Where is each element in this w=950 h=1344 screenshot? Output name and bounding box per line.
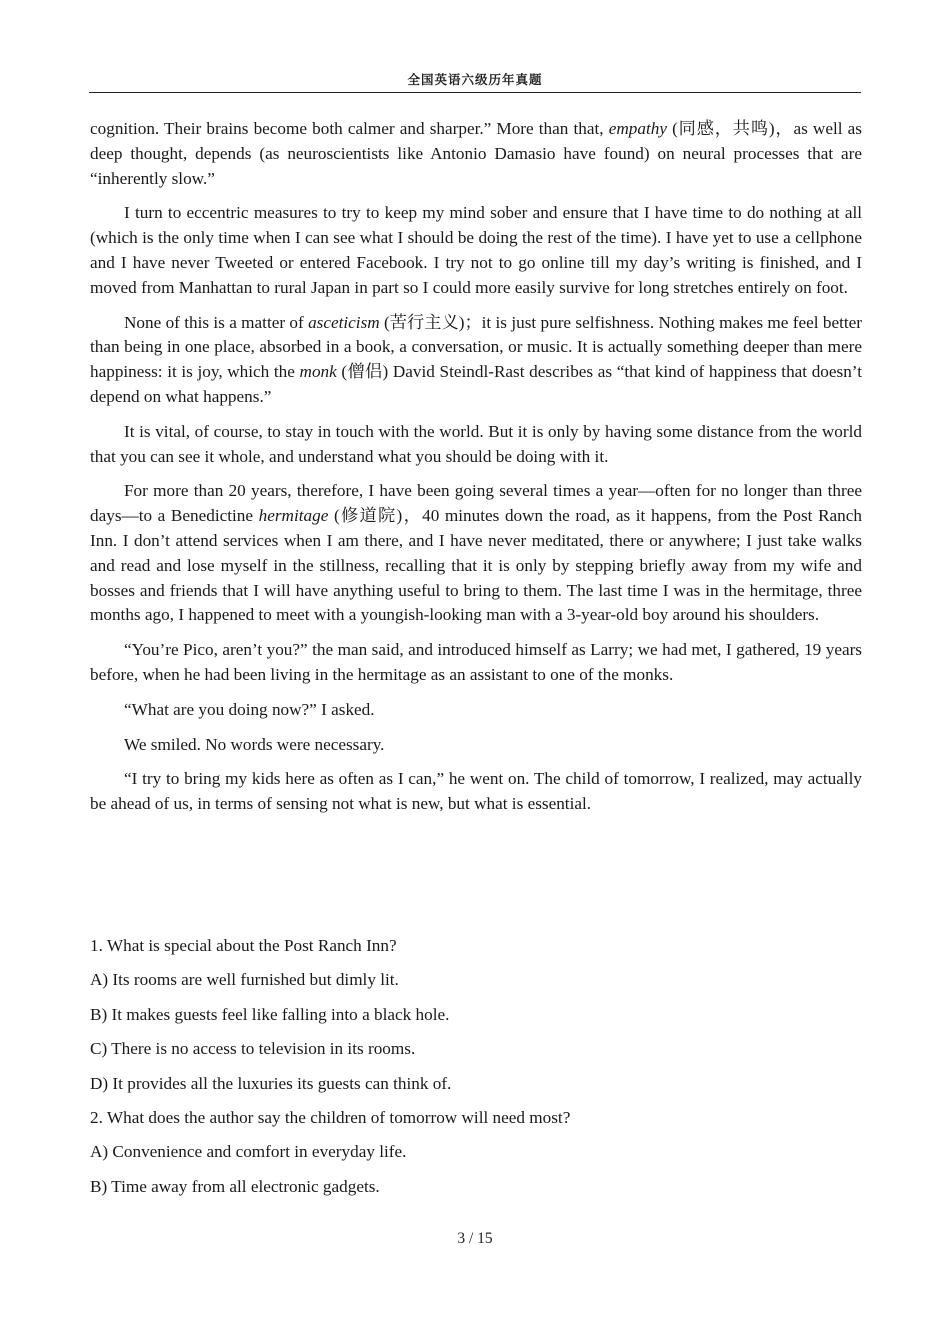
paragraph-text: (修道院)，40 minutes down the road, as it happens, from the Post Ranch Inn. I don’t attend services when I am there, and I have never meditated, there or anywhere; I just take walks and read and lose myself in the stillness, recalling that it is only by stepping briefly away from my wife and bosses and friends that I will have anything useful to bring to them. The last time I was in the hermitage, three months ago, I happened to meet with a youngish-looking man with a 3-year-old boy around his shoulders.	[90, 506, 862, 625]
answer-option: B) Time away from all electronic gadgets.	[90, 1176, 380, 1196]
passage-paragraph	[90, 117, 862, 191]
passage-paragraph	[90, 420, 862, 470]
header-title: 全国英语六级历年真题	[407, 72, 543, 87]
answer-option: D) It provides all the luxuries its guests can think of.	[90, 1073, 452, 1093]
passage-paragraph	[90, 201, 862, 300]
italic-term: empathy	[608, 119, 667, 138]
answer-option: A) Convenience and comfort in everyday life.	[90, 1142, 407, 1162]
question-stem: 2. What does the author say the children of tomorrow will need most?	[90, 1107, 571, 1127]
page-header	[89, 62, 861, 93]
answer-option: A) Its rooms are well furnished but dimly lit.	[90, 970, 399, 990]
answer-option: B) It makes guests feel like falling into a black hole.	[90, 1004, 450, 1024]
reading-passage	[90, 117, 862, 827]
passage-paragraph	[90, 479, 862, 628]
paragraph-text: cognition. Their brains become both calmer and sharper.” More than that,	[90, 119, 609, 138]
passage-paragraph	[90, 311, 862, 410]
passage-paragraph	[90, 698, 862, 723]
passage-paragraph	[90, 767, 862, 817]
italic-term: monk	[299, 362, 337, 382]
paragraph-text: It is vital, of course, to stay in touch with the world. But it is only by having some distance from the world that you can see it whole, and understand what you should be doing with it.	[90, 421, 862, 466]
paragraph-text: (僧侣) David Steindl-Rast describes as “that kind of happiness that doesn’t depend on what happens.”	[90, 362, 862, 406]
paragraph-text: (同感，共鸣)，as well as deep thought, depends (as neuroscientists like Antonio Damasio have found) on neural processes that are “inherently slow.”	[90, 119, 862, 188]
paragraph-text: For more than 20 years, therefore, I have been going several times a year—often for no longer than three days—to a Benedictine	[90, 481, 862, 526]
paragraph-text: We smiled. No words were necessary.	[124, 734, 385, 754]
passage-paragraph	[90, 638, 862, 688]
paragraph-text: None of this is a matter of	[124, 312, 309, 332]
paragraph-text: “What are you doing now?” I asked.	[124, 699, 375, 719]
paragraph-text: I turn to eccentric measures to try to keep my mind sober and ensure that I have time to do nothing at all (which is the only time when I can see what I should be doing the rest of the time). I have yet to use a cellphone and I have never Tweeted or entered Facebook. I try not to go online till my day’s writing is finished, and I moved from Manhattan to rural Japan in part so I could more easily survive for long stretches entirely on foot.	[90, 203, 862, 297]
paragraph-text: “I try to bring my kids here as often as I can,” he went on. The child of tomorrow, I realized, may actually be ahead of us, in terms of sensing not what is new, but what is essential.	[90, 769, 862, 814]
answer-option: C) There is no access to television in its rooms.	[90, 1039, 416, 1059]
page-number: 3 / 15	[457, 1230, 493, 1247]
question-list	[90, 934, 862, 1209]
question-stem: 1. What is special about the Post Ranch Inn?	[90, 936, 397, 955]
paragraph-text: (苦行主义)；it is just pure selfishness. Nothing makes me feel better than being in one place, absorbed in a book, a conversation, or music. It is actually something deeper than mere happiness: it is joy, which the	[90, 312, 862, 382]
paragraph-text: “You’re Pico, aren’t you?” the man said, and introduced himself as Larry; we had met, I gathered, 19 years before, when he had been living in the hermitage as an assistant to one of the monks.	[90, 640, 862, 684]
italic-term: hermitage	[258, 506, 329, 526]
passage-paragraph	[90, 733, 862, 758]
italic-term: asceticism	[308, 312, 380, 332]
